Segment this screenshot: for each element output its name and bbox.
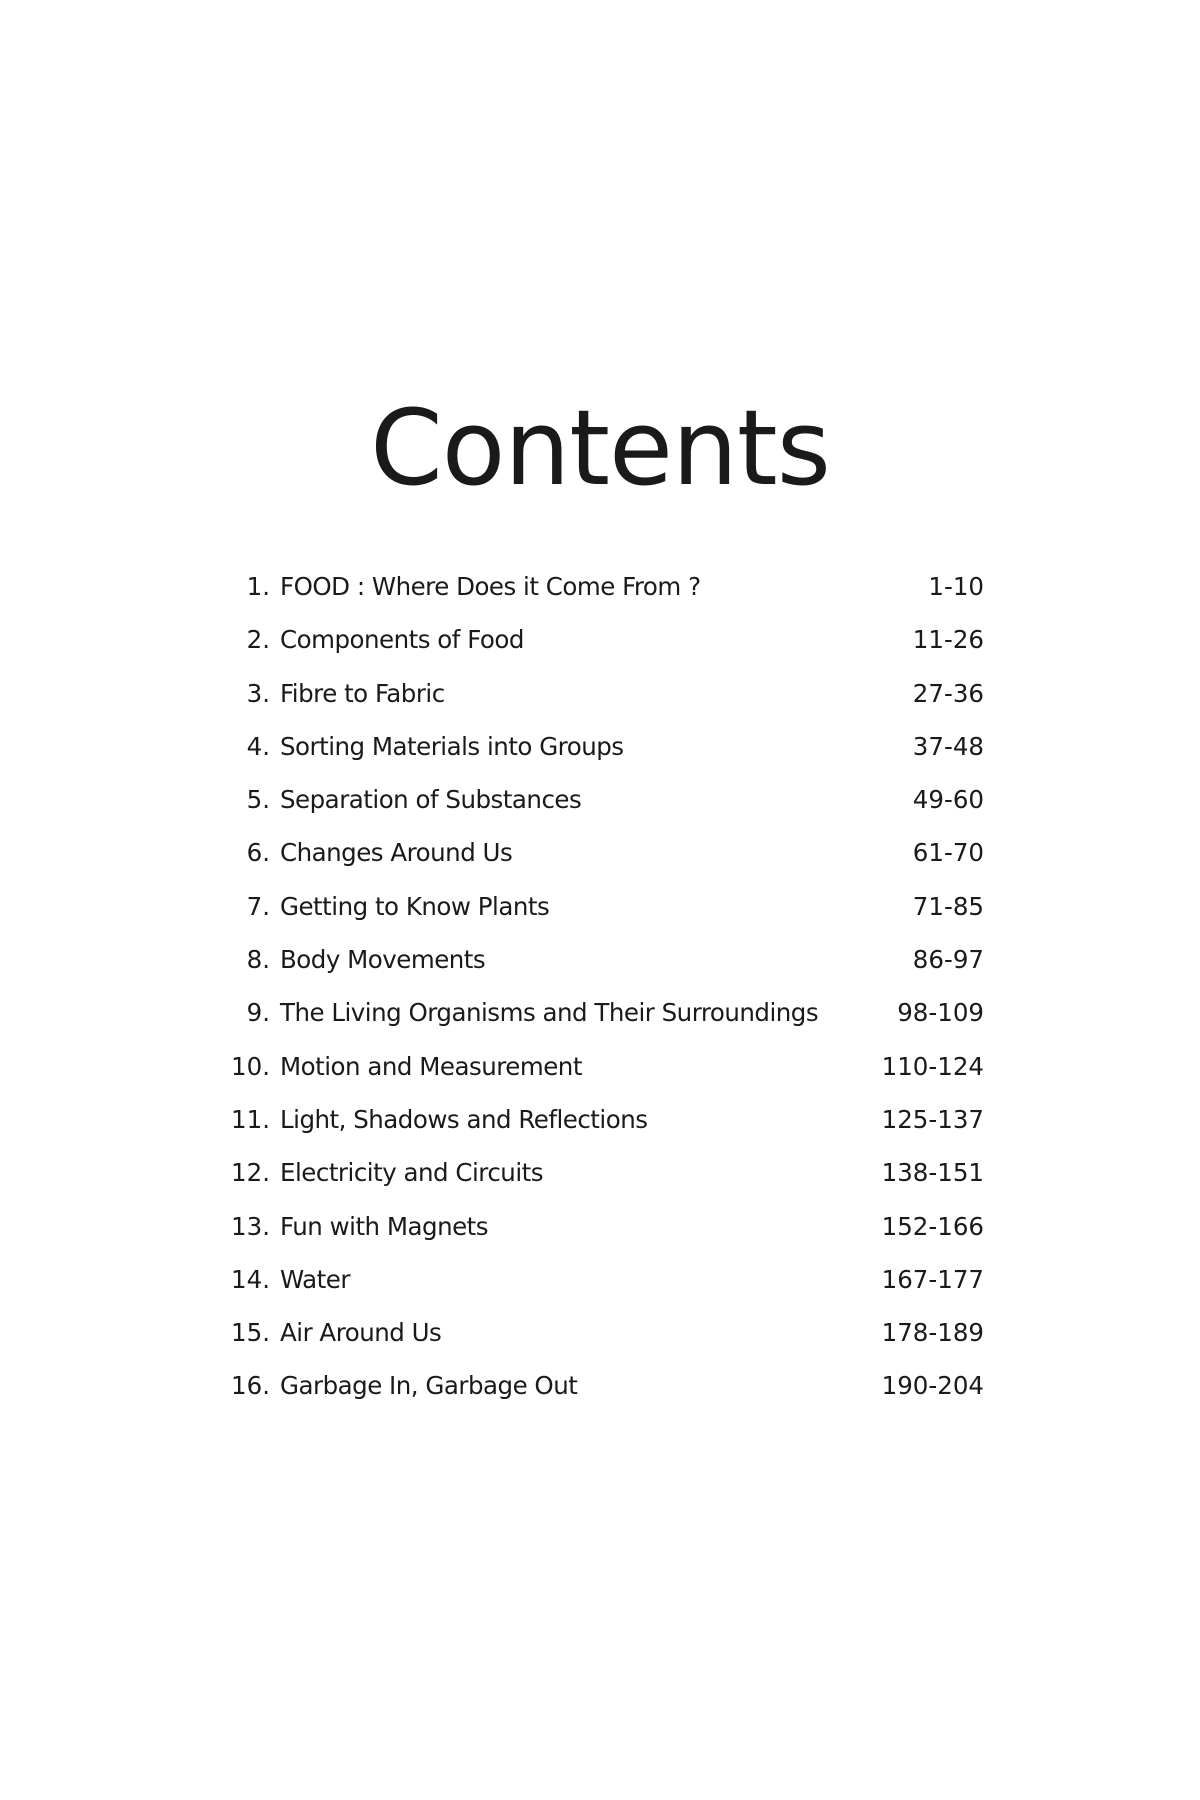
page-range: 27-36 <box>912 678 984 708</box>
chapter-title: Separation of Substances <box>280 785 582 815</box>
chapter-title: Sorting Materials into Groups <box>280 731 624 761</box>
page-range: 49-60 <box>912 785 984 815</box>
chapter-number: 4. <box>246 731 270 761</box>
page-range: 61-70 <box>912 838 984 868</box>
chapter-number: 12. <box>231 1158 270 1188</box>
chapter-title: Light, Shadows and Reflections <box>280 1104 648 1134</box>
chapter-number: 9. <box>246 998 270 1028</box>
toc-entry[interactable] <box>224 986 984 1039</box>
toc-entry[interactable] <box>224 560 984 613</box>
toc-entry[interactable] <box>224 1146 984 1199</box>
chapter-number: 1. <box>246 572 270 601</box>
chapter-number: 6. <box>246 838 270 868</box>
chapter-title: Fun with Magnets <box>280 1211 489 1241</box>
chapter-number: 10. <box>231 1051 270 1081</box>
page-range: 178-189 <box>881 1318 984 1348</box>
chapter-title: Changes Around Us <box>280 838 513 868</box>
toc-entry[interactable] <box>224 1093 984 1146</box>
chapter-number: 7. <box>246 891 270 921</box>
chapter-number: 15. <box>231 1318 270 1348</box>
chapter-title: The Living Organisms and Their Surroundings <box>280 998 819 1028</box>
page-range: 98-109 <box>897 998 984 1028</box>
page-range: 37-48 <box>912 731 984 761</box>
chapter-title: FOOD : Where Does it Come From ? <box>280 572 701 601</box>
page-range: 167-177 <box>881 1264 984 1294</box>
chapter-number: 5. <box>246 785 270 815</box>
page-range: 190-204 <box>881 1371 984 1401</box>
chapter-title: Components of Food <box>280 625 524 655</box>
toc-entry[interactable] <box>224 773 984 826</box>
page-range: 1-10 <box>928 572 984 601</box>
chapter-title: Air Around Us <box>280 1318 442 1348</box>
page-range: 11-26 <box>912 625 984 655</box>
page-title: Contents <box>370 387 830 509</box>
chapter-title: Electricity and Circuits <box>280 1158 543 1188</box>
table-of-contents <box>224 560 984 1413</box>
page-range: 138-151 <box>881 1158 984 1188</box>
chapter-title: Fibre to Fabric <box>280 678 445 708</box>
chapter-number: 16. <box>231 1371 270 1401</box>
chapter-title: Water <box>280 1264 350 1294</box>
chapter-number: 3. <box>246 678 270 708</box>
page-range: 110-124 <box>881 1051 984 1081</box>
toc-entry[interactable] <box>224 613 984 666</box>
toc-entry[interactable] <box>224 1359 984 1412</box>
chapter-title: Getting to Know Plants <box>280 891 550 921</box>
toc-entry[interactable] <box>224 933 984 986</box>
chapter-title: Garbage In, Garbage Out <box>280 1371 578 1401</box>
page-range: 71-85 <box>912 891 984 921</box>
chapter-number: 2. <box>246 625 270 655</box>
page-range: 152-166 <box>881 1211 984 1241</box>
toc-entry[interactable] <box>224 880 984 933</box>
toc-entry[interactable] <box>224 826 984 879</box>
page-range: 125-137 <box>881 1104 984 1134</box>
chapter-number: 14. <box>231 1264 270 1294</box>
chapter-title: Motion and Measurement <box>280 1051 582 1081</box>
toc-entry[interactable] <box>224 667 984 720</box>
toc-entry[interactable] <box>224 1306 984 1359</box>
toc-entry[interactable] <box>224 1200 984 1253</box>
chapter-title: Body Movements <box>280 945 486 975</box>
chapter-number: 11. <box>231 1104 270 1134</box>
toc-entry[interactable] <box>224 720 984 773</box>
toc-entry[interactable] <box>224 1040 984 1093</box>
page-range: 86-97 <box>912 945 984 975</box>
toc-entry[interactable] <box>224 1253 984 1306</box>
chapter-number: 13. <box>231 1211 270 1241</box>
chapter-number: 8. <box>246 945 270 975</box>
